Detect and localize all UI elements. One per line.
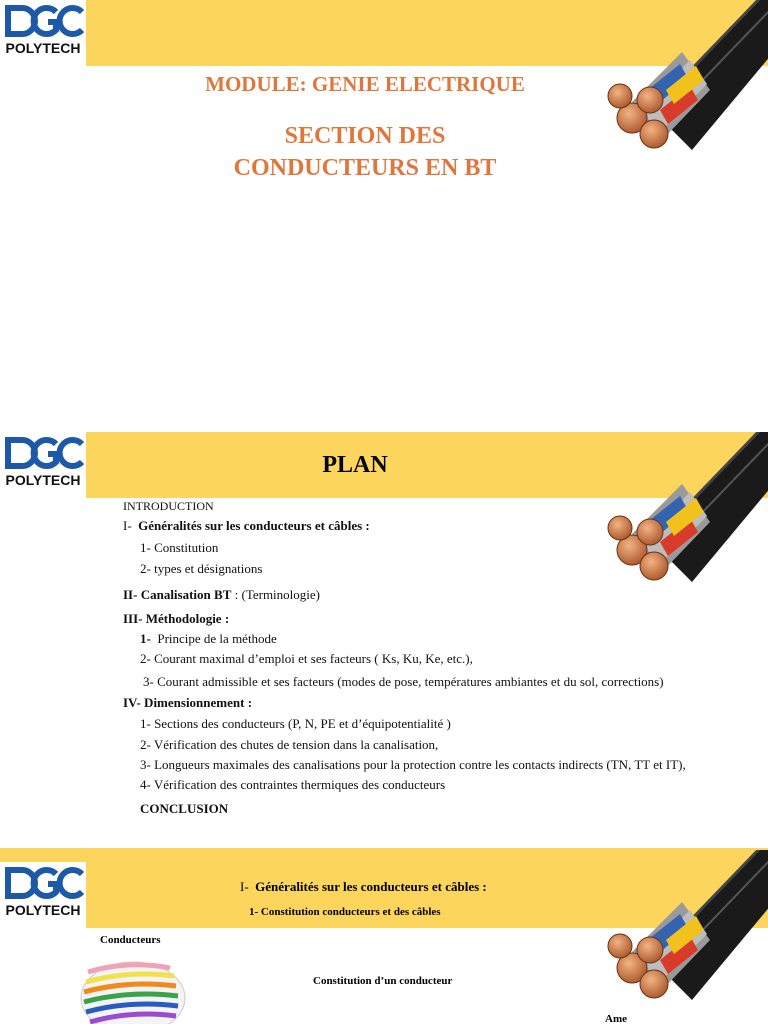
label-ame: Ame (605, 1013, 627, 1024)
section-2-title: II- Canalisation BT (123, 587, 232, 602)
polytech-logo (0, 0, 86, 66)
plan-item-4-2: 2- Vérification des chutes de tension dans la canalisation, (140, 737, 439, 752)
plan-section-3 (123, 611, 229, 627)
plan-item-4-4: 4- Vérification des contraintes thermiques des conducteurs (140, 777, 446, 792)
logo-text: POLYTECH (5, 902, 81, 918)
plan-item-3-2: 2- Courant maximal d’emploi et ses facteurs ( Ks, Ku, Ke, etc.), (140, 651, 473, 666)
plan-section-1 (123, 518, 370, 534)
section-3-title: III- Méthodologie : (123, 611, 230, 626)
cable-image (592, 432, 768, 582)
logo-text: POLYTECH (5, 40, 81, 56)
conclusion-title: CONCLUSION (140, 801, 229, 816)
title-line-2: CONDUCTEURS EN BT (233, 155, 497, 181)
logo-text: POLYTECH (5, 472, 81, 488)
slide-3 (0, 848, 768, 1024)
plan-conclusion (140, 801, 228, 817)
section-1-prefix: I- (123, 518, 132, 533)
item-3-1-number: 1- (140, 631, 151, 646)
plan-title: PLAN (322, 452, 388, 478)
polytech-logo (0, 862, 86, 928)
section-1-title: Généralités sur les conducteurs et câbles : (138, 518, 370, 533)
plan-item-1-1: 1- Constitution (140, 540, 219, 555)
plan-section-2 (123, 587, 320, 603)
plan-item-3-1 (140, 631, 277, 647)
plan-section-4 (123, 695, 252, 711)
section-2-rest: : (Terminologie) (231, 587, 320, 602)
module-title: MODULE: GENIE ELECTRIQUE (205, 72, 525, 96)
wires-image (78, 958, 188, 1024)
title-line-1: SECTION DES (284, 123, 446, 149)
cable-image (592, 0, 768, 150)
dgc-logo-icon (4, 4, 84, 38)
polytech-logo (0, 432, 86, 498)
section-4-title: IV- Dimensionnement : (123, 695, 253, 710)
plan-item-3-3: 3- Courant admissible et ses facteurs (modes de pose, températures ambiantes et du sol, corrections) (143, 674, 664, 689)
dgc-logo-icon (4, 436, 84, 470)
slide-3-subheading: 1- Constitution conducteurs et des câbles (249, 906, 441, 918)
label-conducteurs: Conducteurs (100, 934, 161, 946)
plan-item-4-3: 3- Longueurs maximales des canalisations pour la protection contre les contacts indirects (TN, TT et IT), (140, 757, 686, 772)
cable-image (592, 850, 768, 1000)
slide-2 (0, 432, 768, 837)
plan-intro: INTRODUCTION (123, 499, 214, 513)
item-3-1-text: Principe de la méthode (157, 631, 277, 646)
presentation-title (150, 120, 580, 184)
label-constitution: Constitution d’un conducteur (313, 975, 453, 987)
heading-text: Généralités sur les conducteurs et câbles : (255, 879, 487, 894)
slide-3-heading (240, 879, 487, 895)
dgc-logo-icon (4, 866, 84, 900)
slide-1 (0, 0, 768, 420)
plan-item-1-2: 2- types et désignations (140, 561, 263, 576)
plan-item-4-1: 1- Sections des conducteurs (P, N, PE et d’équipotentialité ) (140, 716, 451, 731)
heading-prefix: I- (240, 879, 249, 894)
